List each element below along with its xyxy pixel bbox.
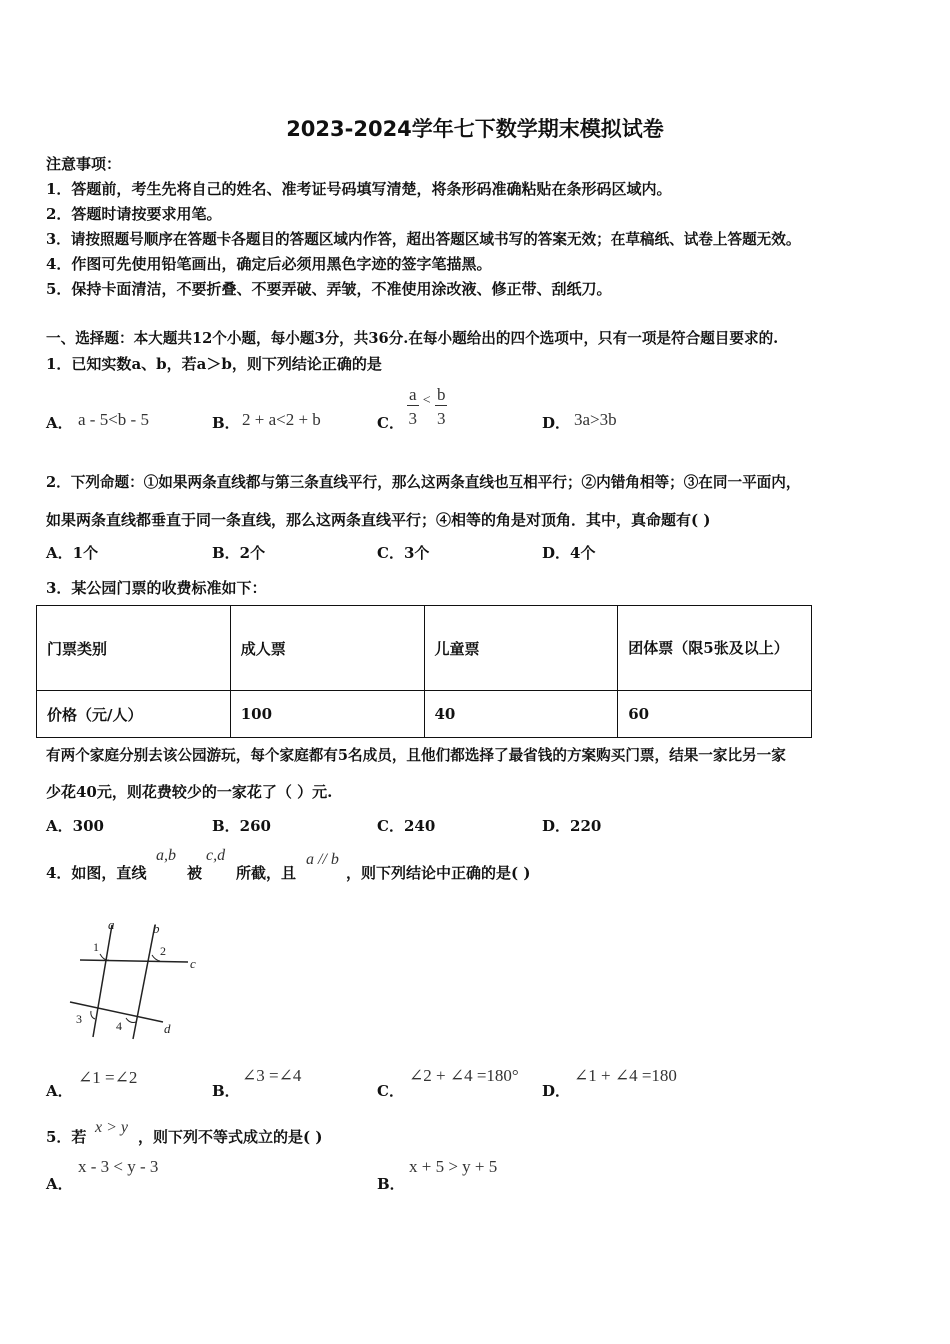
q1-label-a: A． [46, 414, 73, 432]
line-b [133, 925, 155, 1039]
figure-angle-1: 1 [93, 940, 99, 954]
q1-c-den1: 3 [408, 409, 418, 428]
q2-option-a: A．1个 [46, 544, 99, 562]
q4-label-a: A． [46, 1082, 73, 1100]
q3-stem: 3．某公园门票的收费标准如下： [46, 579, 267, 597]
q1-c-den2: 3 [436, 409, 446, 428]
table-cell: 100 [230, 691, 424, 738]
table-cell: 价格（元/人） [37, 691, 231, 738]
q1-c-op: < [422, 392, 431, 408]
notice-item-5: 5．保持卡面清洁，不要折叠、不要弄破、弄皱，不准使用涂改液、修正带、刮纸刀。 [46, 280, 612, 298]
price-table [36, 605, 812, 738]
q4-label-b: B． [212, 1082, 240, 1100]
q4-option-a: ∠1 =∠2 [78, 1068, 138, 1087]
q4-stem-part-3: 所截，且 [236, 864, 297, 882]
table-cell: 40 [424, 691, 618, 738]
q5-option-a: x - 3 < y - 3 [78, 1157, 159, 1176]
angle-2-arc [152, 955, 160, 961]
q5-label-a: A． [46, 1175, 73, 1193]
page-title: 2023-2024学年七下数学期末模拟试卷 [286, 117, 664, 141]
line-c [80, 960, 188, 962]
q3-line-1: 有两个家庭分别去该公园游玩，每个家庭都有5名成员，且他们都选择了最省钱的方案购买门票，结果一家比另一家 [46, 747, 786, 764]
q4-label-c: C． [377, 1082, 404, 1100]
table-cell: 门票类别 [37, 606, 231, 691]
q4-option-b: ∠3 =∠4 [242, 1066, 302, 1085]
notice-item-2: 2．答题时请按要求用笔。 [46, 205, 222, 223]
q1-stem: 1．已知实数a、b，若a＞b，则下列结论正确的是 [46, 355, 382, 373]
figure-label-b: b [153, 921, 160, 936]
angle-4-arc [126, 1018, 136, 1023]
q1-c-num2: b [436, 385, 446, 404]
notice-heading: 注意事项： [46, 155, 122, 173]
q1-option-a: a - 5<b - 5 [78, 410, 149, 429]
q5-option-b: x + 5 > y + 5 [409, 1157, 498, 1176]
q1-label-c: C． [377, 414, 404, 432]
q2-option-b: B．2个 [212, 544, 266, 562]
q4-math-ab: a,b [156, 847, 176, 864]
figure-angle-2: 2 [160, 944, 166, 958]
q1-option-d: 3a>3b [574, 410, 617, 429]
table-cell: 成人票 [230, 606, 424, 691]
figure-angle-3: 3 [76, 1012, 82, 1026]
q5-stem-part-2: ，则下列不等式成立的是( ) [138, 1128, 323, 1146]
q3-option-c: C．240 [377, 817, 436, 835]
table-cell: 团体票（限5张及以上） [618, 606, 812, 691]
q4-stem-part-4: ，则下列结论中正确的是( ) [346, 864, 531, 882]
q2-option-d: D．4个 [542, 544, 596, 562]
q4-math-cd: c,d [206, 847, 226, 864]
q1-label-d: D． [542, 414, 571, 432]
figure-angle-4: 4 [116, 1019, 122, 1033]
q4-label-d: D． [542, 1082, 571, 1100]
q4-math-parallel: a // b [306, 851, 339, 868]
table-cell: 60 [618, 691, 812, 738]
q5-label-b: B． [377, 1175, 405, 1193]
price-table-row [37, 691, 812, 738]
notice-item-3: 3．请按照题号顺序在答题卡各题目的答题区域内作答，超出答题区域书写的答案无效；在草稿纸、试卷上答题无效。 [46, 231, 801, 248]
q4-option-c: ∠2 + ∠4 =180° [409, 1066, 519, 1085]
section-heading: 一、选择题：本大题共12个小题，每小题3分，共36分.在每小题给出的四个选项中，只有一项是符合题目要求的. [46, 330, 779, 347]
q1-label-b: B． [212, 414, 240, 432]
q5-stem-part-1: 5．若 [46, 1128, 87, 1146]
q5-math-condition: x > y [95, 1119, 128, 1136]
q3-option-a: A．300 [46, 817, 104, 835]
q2-line-2: 如果两条直线都垂直于同一条直线，那么这两条直线平行；④相等的角是对顶角．其中，真命题有( ) [46, 511, 711, 529]
figure-label-c: c [190, 956, 196, 971]
q3-option-d: D．220 [542, 817, 602, 835]
q1-option-b: 2 + a<2 + b [242, 410, 321, 429]
q4-option-d: ∠1 + ∠4 =180 [574, 1066, 677, 1085]
notice-item-4: 4．作图可先使用铅笔画出，确定后必须用黑色字迹的签字笔描黑。 [46, 255, 492, 273]
q4-figure [60, 915, 220, 1045]
q2-option-c: C．3个 [377, 544, 430, 562]
q4-stem-part-1: 4．如图，直线 [46, 864, 147, 882]
q1-option-c [407, 386, 447, 427]
notice-item-1: 1．答题前，考生先将自己的姓名、准考证号码填写清楚，将条形码准确粘贴在条形码区域内。 [46, 180, 672, 198]
angle-3-arc [91, 1011, 95, 1019]
price-table-header-row [37, 606, 812, 691]
q4-stem-part-2: 被 [187, 864, 203, 882]
q2-line-1: 2．下列命题：①如果两条直线都与第三条直线平行，那么这两条直线也互相平行；②内错角相等；③在同一平面内， [46, 474, 801, 491]
figure-label-d: d [164, 1021, 171, 1036]
figure-label-a: a [108, 917, 115, 932]
q1-c-num1: a [409, 385, 417, 404]
table-cell: 儿童票 [424, 606, 618, 691]
q3-line-2: 少花40元，则花费较少的一家花了（ ）元. [46, 783, 333, 801]
q3-option-b: B．260 [212, 817, 271, 835]
